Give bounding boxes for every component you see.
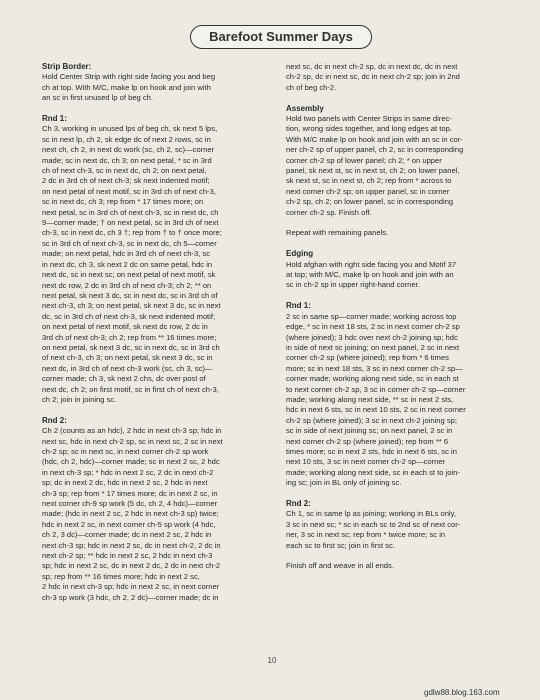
edging-text: Hold afghan with right side facing you and Motif 37 at top; with M/C, make lp on hook and join with an sc in ch-2 sp in upper right-hand corner.: [286, 259, 457, 290]
rnd2-text: Ch 2 (counts as an hdc), 2 hdc in next ch-3 sp; hdc in next sc, hdc in next ch-2 sp, sc in next sc, 2 sc in next ch-2 sp; sc in next sc, in next corner ch-2 sp work (hdc, ch 2, hdc)—corner made; sc in next 2 sc, 2 hdc in next ch-3 sp; * hdc in next 2 sc, 2 dc in next ch-2 sp; dc in next 2 dc, hdc in next 2 sc, 2 hdc in next ch-3 sp; rep from * 17 times more; dc in next 2 sc, in next corner ch-9 sp work (5 dc, ch 2, 4 hdc)—corner made; (hdc in next 2 sc, 2 hdc in next ch-3 sp) twice; hdc in next 2 sc, in next corner ch-5 sp work (4 hdc, ch 2, 3 dc)—corner made; dc in next 2 sc, 2 hdc in next ch-3 sp; hdc in next 2 sc, dc in next ch-2, 2 dc in next ch-2 sp; ** hdc in next 2 sc, 2 hdc in next ch-3 sp; hdc in next 2 sc, dc in next 2 dc, 2 dc in next ch-2 sp; rep from ** 16 times more; hdc in next 2 sc, 2 hdc in next ch-3 sp; hdc in next 2 sc, in next corner ch-3 sp work (3 hdc, ch 2, 2 dc)—corner made; dc in: [42, 426, 223, 602]
edging-rnd1-text: 2 sc in same sp—corner made; working across top edge, * sc in next 18 sts, 2 sc in next corner ch-2 sp (where joined); 3 hdc over next ch-2 joining sp; hdc in side of next sc joining; on next panel, 2 sc in next corner ch-2 sp (where joined); rep from * 6 times more; sc in next 18 sts, 3 sc in next corner ch-2 sp— corner made; working along next side, sc in each st to next corner ch-2 sp, 3 sc in corner ch-2 sp—corner made; working along next side, ** sc in next 2 sts, hdc in next 6 sts, sc in next 10 sts, 2 sc in next corner ch-2 sp (where joined); 3 sc in next ch-2 joining sp; sc in side of next joining sc; on next panel, 2 sc in next corner ch-2 sp (where joined); rep from ** 6 times more; sc in next 2 sts, hdc in next 6 sts, sc in next 10 sts, 3 sc in next corner ch-2 sp—corner made; working along next side, sc in each st to join- ing sc; join in BL only of joining sc.: [286, 311, 466, 488]
edging-rnd2-text: Ch 1, sc in same lp as joining; working in BLs only, 3 sc in next sc; * sc in each sc to 2nd sc of next cor- ner, 3 sc in next sc; rep from * twice more; sc in each sc to first sc; join in first sc.: [286, 509, 461, 550]
assembly-heading: Assembly: [286, 103, 324, 113]
repeat-text: Repeat with remaining panels.: [286, 228, 389, 238]
strip-border-text: Hold Center Strip with right side facing you and beg ch at top. With M/C, make lp on hook and join with an sc in first unused lp of beg ch.: [42, 72, 216, 103]
rnd2-heading: Rnd 2:: [42, 415, 67, 425]
finish-text: Finish off and weave in all ends.: [286, 561, 394, 571]
edging-heading: Edging: [286, 249, 314, 259]
right-column: [286, 62, 508, 572]
strip-border-heading: Strip Border:: [42, 62, 92, 71]
left-column: [42, 62, 270, 603]
edging-rnd2-heading: Rnd 2:: [286, 498, 311, 508]
watermark: gdlw88.blog.163.com: [424, 688, 500, 697]
page-title: Barefoot Summer Days: [190, 25, 372, 49]
rnd1-heading: Rnd 1:: [42, 114, 67, 124]
rnd1-text: Ch 3, working in unused lps of beg ch, sk next 5 lps, sc in next lp, ch 2, sk edge dc of next 2 rows, sc in next ch, ch 2, in next dc work (sc, ch 2, sc)—corner made; sc in next dc, ch 3; on next petal, * sc in 3rd ch of next ch-3, sc in next dc, ch 2; on next petal, 2 dc in 3rd ch of next ch-3; sk next indented motif; on next petal of next motif, sc in 3rd ch of next ch-3, sc in next dc, ch 3; rep from * 17 times more; on next petal, sc in 3rd ch of next ch-3, sc in next dc, ch 9—corner made; † on next petal, sc in 3rd ch of next ch-3, sc in next dc, ch 3 †; rep from † to † once more; sc in 3rd ch of next ch-3, sc in next dc, ch 5—corner made; on next petal, hdc in 3rd ch of next ch-3, sc in next dc, ch 3, sk next 2 dc on same petal, hdc in next dc, sc in next sc; on next petal of next motif, sk next dc row, 2 dc in 3rd ch of next ch-3; ch 2; ** on next petal, sk next 3 dc, sc in next dc, sc in 3rd ch of next ch-3, ch 3; on next petal, sk next 3 dc, sc in next dc, sc in 3rd ch of next ch-3, sk next indented motif; on next petal of next motif, sk next dc row, 2 dc in 3rd ch of next ch-3; ch 2; rep from ** 16 times more; on next petal, sk next 3 dc, sc in next dc, sc in 3rd ch of next ch-3, ch 3; on next petal, sk next 3 dc, sc in next dc, in 3rd ch of next ch-3 work (sc, ch 3, sc)— corner made; ch 3, sk next 2 chs, dc over post of next dc, ch 2; on first motif, sc in first ch of next ch-3, ch 2; join in joining sc.: [42, 124, 222, 404]
page-number: 10: [267, 656, 277, 665]
edging-rnd1-heading: Rnd 1:: [286, 301, 311, 311]
continued-text: next sc, dc in next ch-2 sp, dc in next dc, dc in next ch-2 sp, dc in next sc, dc in next ch-2 sp; join in 2nd ch of beg ch-2.: [286, 62, 460, 92]
assembly-text: Hold two panels with Center Strips in same direc- tion, wrong sides together, and long edges at top. With M/C make lp on hook and join with an sc in cor- ner ch-2 sp of upper panel, ch 2, sc in corresponding corner ch-2 sp of lower panel; ch 2; * on upper panel, sk next st, sc in next st, ch 2; on lower panel, sk next st, sc in next st, ch 2; rep from * across to next corner ch-2 sp; on upper panel, sc in corner ch-2 sp, ch 2; on lower panel, sc in corresponding corner ch-2 sp. Finish off.: [286, 114, 464, 217]
